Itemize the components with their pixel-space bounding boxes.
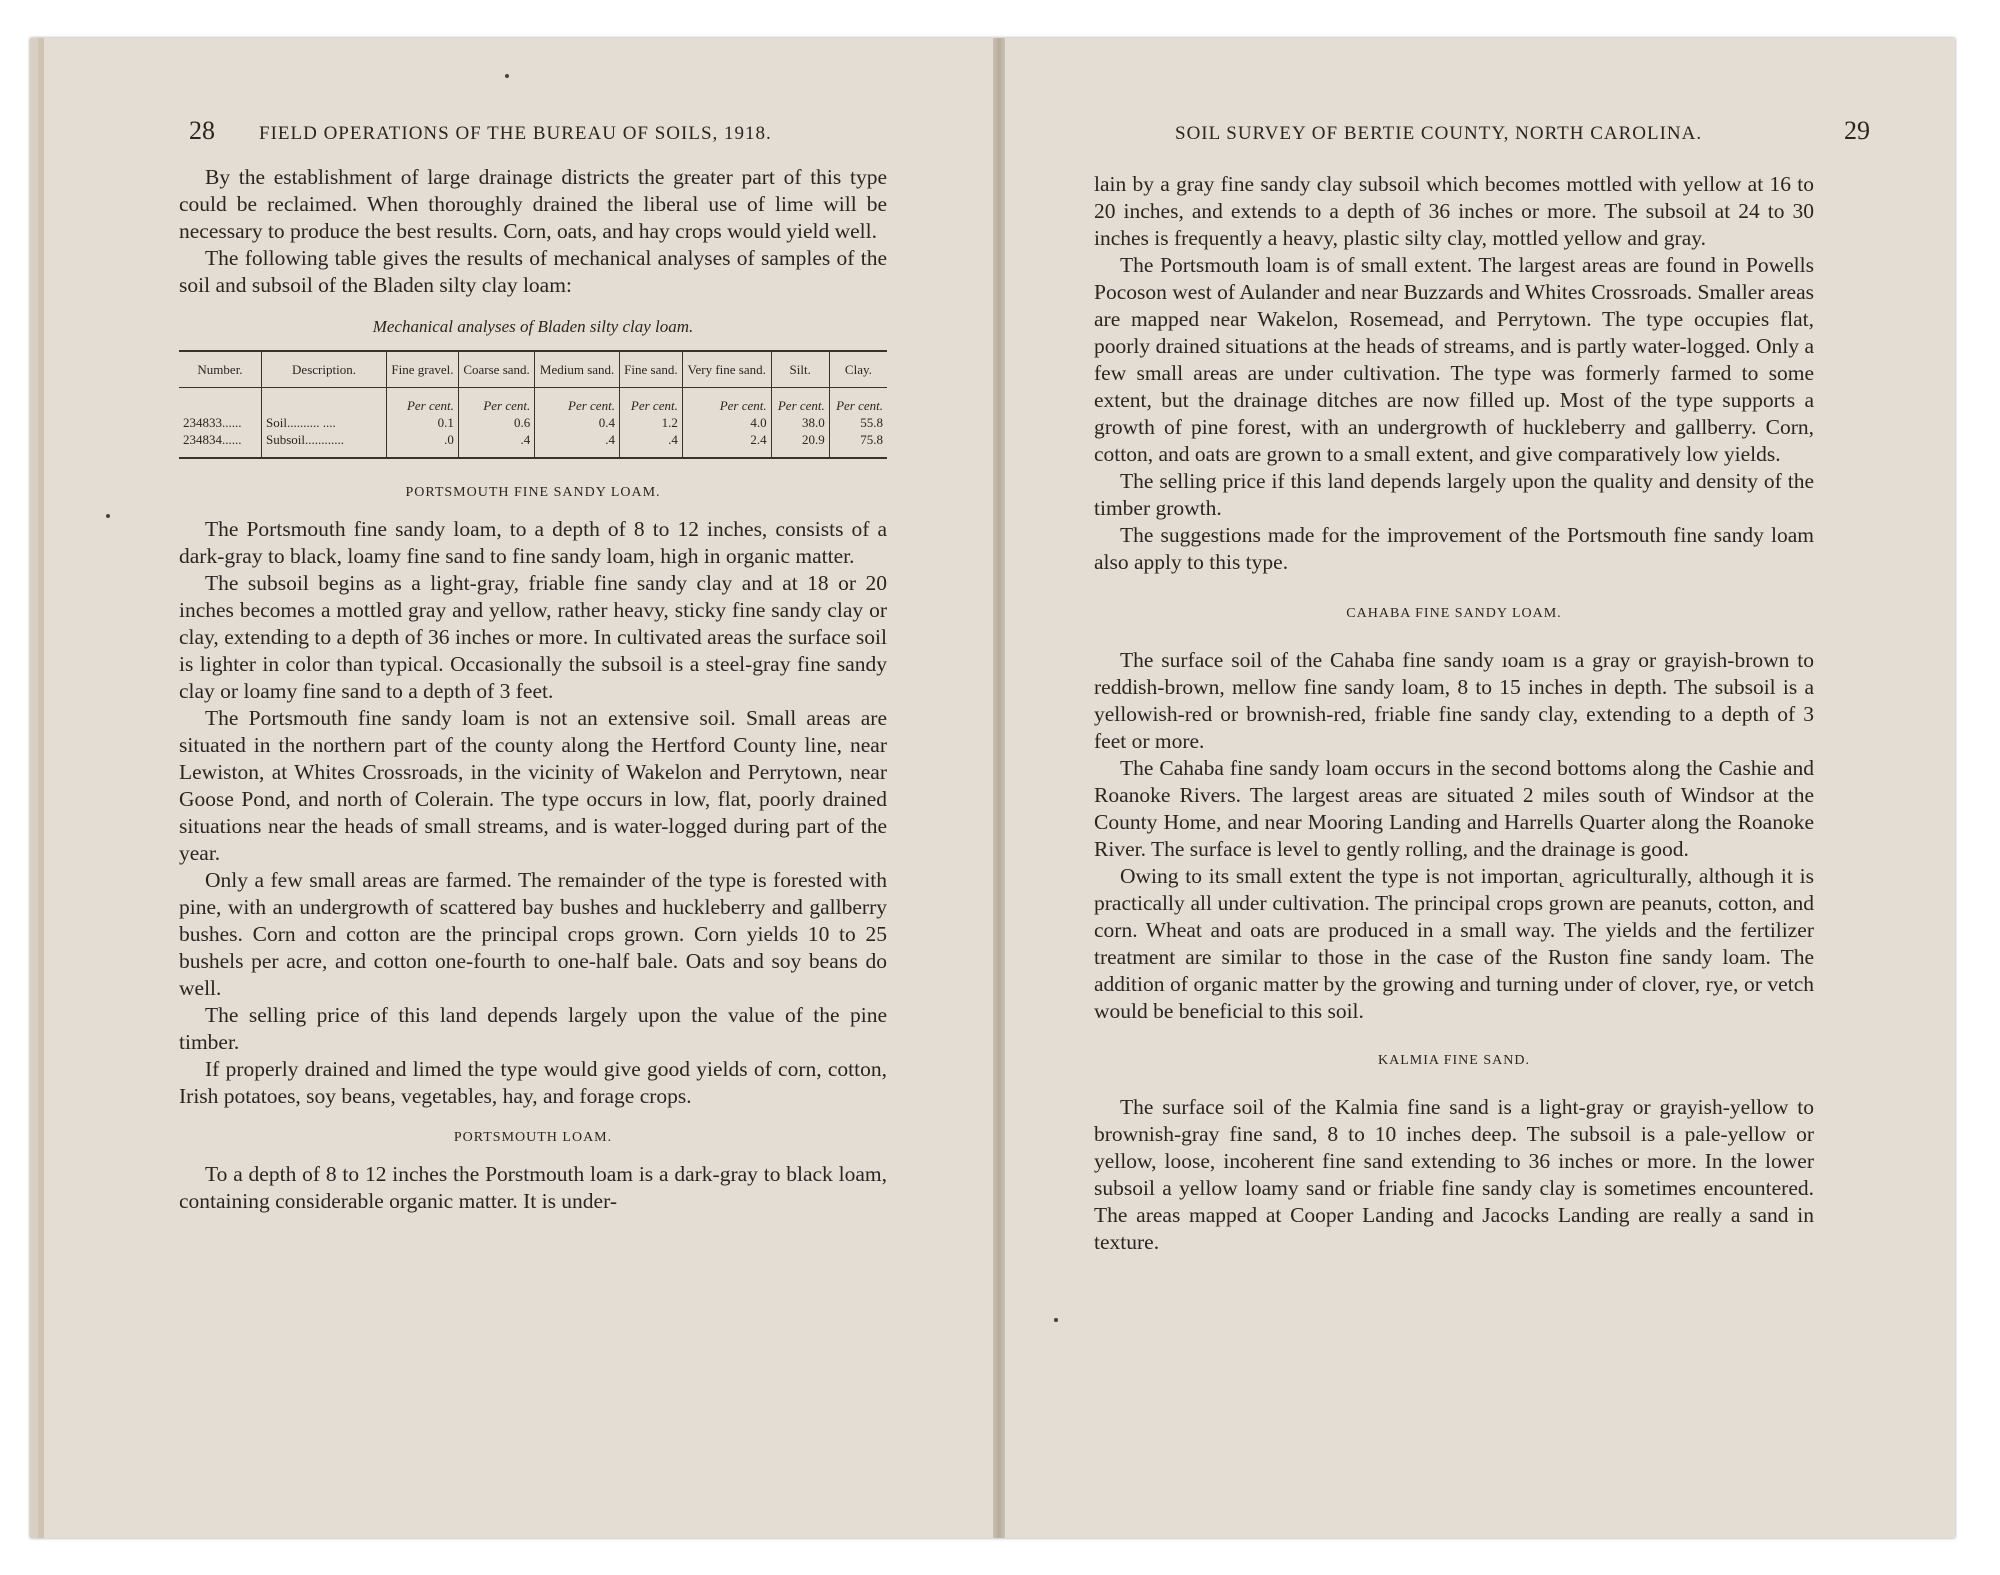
book-spread <box>30 38 1955 1538</box>
table-cell: 1.2 <box>619 414 682 431</box>
left-page-number: 28 <box>189 116 215 145</box>
col-header: Description. <box>262 351 387 388</box>
table-cell <box>262 388 387 415</box>
table-cell: .0 <box>387 431 459 458</box>
table-row <box>179 431 887 458</box>
paragraph: The Portsmouth loam is of small extent. The largest areas are found in Powells Pocoson west of Aulander and near Buzzards and Whites Crossroads. Smaller areas are mapped near Wakelon, Rosemead, and Perrytown. The type occupies flat, poorly drained situations at the heads of streams, and is partly water-logged. Only a few small areas are under cultivation. The type was formerly farmed to some extent, but the drainage ditches are now filled up. Most of the type supports a growth of pine forest, with an undergrowth of huckleberry and gallberry. Corn, cotton, and oats are grown to a small extent, and give comparatively low yields. <box>1094 253 1814 466</box>
paragraph: The following table gives the results of mechanical analyses of samples of the soil and subsoil of the Bladen silty clay loam: <box>179 246 887 297</box>
table-cell: .4 <box>619 431 682 458</box>
paragraph: The suggestions made for the improvement of the Portsmouth fine sandy loam also apply to this type. <box>1094 523 1814 574</box>
paragraph: The Portsmouth fine sandy loam, to a depth of 8 to 12 inches, consists of a dark-gray to black, loamy fine sand to fine sandy loam, high in organic matter. <box>179 517 887 568</box>
book-gutter <box>993 38 1005 1538</box>
paragraph: By the establishment of large drainage districts the greater part of this type could be reclaimed. When thoroughly drained the liberal use of lime will be necessary to produce the best results. Corn, oats, and hay crops would yield well. <box>179 165 887 243</box>
paragraph: The subsoil begins as a light-gray, friable fine sandy clay and at 18 or 20 inches becomes a mottled gray and yellow, rather heavy, sticky fine sandy clay or clay, extending to a depth of 36 inches or more. In cultivated areas the surface soil is lighter in color than typical. Occasionally the subsoil is a steel-gray fine sandy clay or loamy fine sand to a depth of 3 feet. <box>179 571 887 703</box>
table-cell: 55.8 <box>860 415 883 430</box>
unit-cell: Per cent. <box>387 388 459 415</box>
left-running-head <box>189 116 879 146</box>
col-header: Number. <box>179 351 262 388</box>
paragraph: The surface soil of the Kalmia fine sand is a light-gray or grayish-yellow to brownish-gray fine sand, 8 to 10 inches deep. The subsoil is a pale-yellow or yellow, loose, incoherent fine sand extending to 36 inches or more. In the lower subsoil a yellow loamy sand or friable fine sandy clay is sometimes encountered. The areas mapped at Cooper Landing and Jacocks Landing are really a sand in texture. <box>1094 1095 1814 1254</box>
table-cell <box>179 388 262 415</box>
table-row <box>179 414 887 431</box>
paragraph: Only a few small areas are farmed. The remainder of the type is forested with pine, with an undergrowth of scattered bay bushes and huckleberry and gallberry bushes. Corn and cotton are the principal crops grown. Corn yields 10 to 25 bushels per acre, and cotton one-fourth to one-half bale. Oats and soy beans do well. <box>179 868 887 1000</box>
paragraph: If properly drained and limed the type would give good yields of corn, cotton, Irish potatoes, soy beans, vegetables, hay, and forage crops. <box>179 1057 887 1108</box>
unit-cell: Per cent. <box>458 388 534 415</box>
table-header-row <box>179 351 887 388</box>
sample-number: 234833 <box>183 415 222 430</box>
col-header: Coarse sand. <box>458 351 534 388</box>
table-caption: Mechanical analyses of Bladen silty clay loam. <box>372 317 694 336</box>
left-text-column <box>179 164 887 1215</box>
ink-speck <box>106 514 110 518</box>
paragraph: The selling price of this land depends largely upon the value of the pine timber. <box>179 1003 887 1054</box>
right-page <box>1005 38 1955 1538</box>
col-header: Silt. <box>771 351 829 388</box>
paragraph: Owing to its small extent the type is not importan˛ agriculturally, although it is practically all under cultivation. The principal crops grown are peanuts, cotton, and corn. Wheat and oats are produced in a small way. The yields and the fertilizer treatment are similar to those in the case of the Ruston fine sandy loam. The addition of organic matter by the growing and turning under of clover, rye, or vetch would be beneficial to this soil. <box>1094 864 1814 1023</box>
col-header: Clay. <box>829 351 887 388</box>
table-cell: .4 <box>458 431 534 458</box>
section-heading: KALMIA FINE SAND. <box>1378 1053 1530 1068</box>
col-header: Very fine sand. <box>682 351 771 388</box>
unit-cell: Per cent. <box>619 388 682 415</box>
table-cell: 234833...... <box>179 414 262 431</box>
table-cell: .4 <box>535 431 620 458</box>
table-cell: Subsoil............ <box>262 431 387 458</box>
col-header: Fine gravel. <box>387 351 459 388</box>
table-cell: 4.0 <box>682 414 771 431</box>
paragraph: The Portsmouth fine sandy loam is not an extensive soil. Small areas are situated in the northern part of the county along the Hertford County line, near Lewiston, at Whites Crossroads, in the vicinity of Wakelon and Perrytown, near Goose Pond, and north of Colerain. The type occurs in low, flat, poorly drained situations near the heads of small streams, and is water-logged during part of the year. <box>179 706 887 865</box>
unit-cell: Per cent. <box>535 388 620 415</box>
mechanical-analyses-table <box>179 350 887 459</box>
paragraph: To a depth of 8 to 12 inches the Porstmouth loam is a dark-gray to black loam, containing considerable organic matter. It is under- <box>179 1162 887 1213</box>
table-cell: Soil.......... .... <box>262 414 387 431</box>
ink-speck <box>1054 1318 1058 1322</box>
col-header: Medium sand. <box>535 351 620 388</box>
table-cell: 38.0 <box>771 414 829 431</box>
unit-cell: Per cent. <box>682 388 771 415</box>
paragraph: The surface soil of the Cahaba fine sandy ıoam ıs a gray or grayish-brown to reddish-brown, mellow fine sandy loam, 8 to 15 inches in depth. The subsoil is a yellowish-red or brownish-red, friable fine sandy clay, extending to a depth of 3 feet or more. <box>1094 648 1814 753</box>
left-head-title: FIELD OPERATIONS OF THE BUREAU OF SOILS, 1918. <box>259 123 772 144</box>
right-head-title: SOIL SURVEY OF BERTIE COUNTY, NORTH CAROLINA. <box>1175 123 1703 144</box>
section-heading: PORTSMOUTH FINE SANDY LOAM. <box>405 485 661 500</box>
units-row <box>179 388 887 415</box>
ink-speck <box>505 74 509 78</box>
right-page-number: 29 <box>1844 116 1870 145</box>
section-heading: PORTSMOUTH LOAM. <box>453 1130 613 1145</box>
table-cell: 0.6 <box>458 414 534 431</box>
sample-description: Soil <box>266 415 287 430</box>
table-cell: 20.9 <box>771 431 829 458</box>
sample-description: Subsoil <box>266 432 306 447</box>
table-cell: 2.4 <box>682 431 771 458</box>
table-cell: 75.8 <box>860 432 883 447</box>
table-cell: 0.1 <box>387 414 459 431</box>
table-cell: 0.4 <box>535 414 620 431</box>
unit-cell: Per cent. <box>771 388 829 415</box>
right-text-column <box>1094 171 1814 1256</box>
unit-cell: Per cent. <box>836 398 883 413</box>
col-header: Fine sand. <box>619 351 682 388</box>
section-heading: CAHABA FINE SANDY LOAM. <box>1346 606 1562 621</box>
paragraph: The selling price if this land depends largely upon the quality and density of the timber growth. <box>1094 469 1814 520</box>
left-page <box>38 38 999 1538</box>
sample-number: 234834 <box>183 432 222 447</box>
table-cell: 234834...... <box>179 431 262 458</box>
paragraph: The Cahaba fine sandy loam occurs in the second bottoms along the Cashie and Roanoke Rivers. The largest areas are situated 2 miles south of Windsor at the County Home, and near Mooring Landing and Harrells Quarter along the Roanoke River. The surface is level to gently rolling, and the drainage is good. <box>1094 756 1814 861</box>
paragraph: lain by a gray fine sandy clay subsoil which becomes mottled with yellow at 16 to 20 inches, and extends to a depth of 36 inches or more. The subsoil at 24 to 30 inches is frequently a heavy, plastic silty clay, mottled yellow and gray. <box>1094 172 1814 250</box>
